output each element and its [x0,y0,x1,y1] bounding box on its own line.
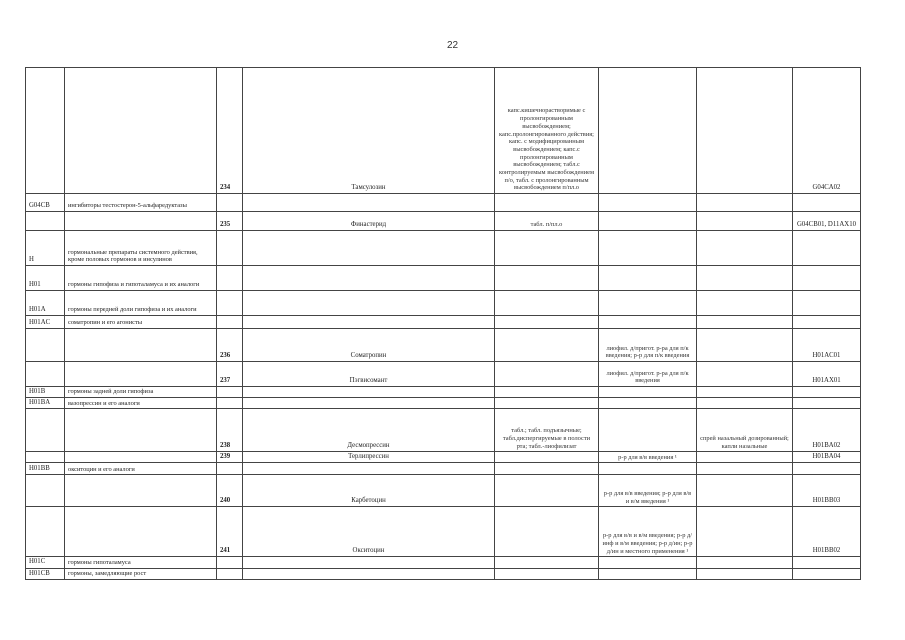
group-name-cell [65,507,217,557]
drug-name-cell [243,266,495,291]
row-number-cell: 240 [217,475,243,507]
dosage-form-oral-cell [495,231,599,266]
atc-group-code-cell: H01B [26,387,65,398]
dosage-form-injection-cell [599,316,697,329]
row-number-cell: 236 [217,329,243,362]
table-row [26,387,861,398]
dosage-form-other-cell [697,194,793,212]
atc-code-cell [793,387,861,398]
drug-table [25,67,861,580]
dosage-form-oral-cell [495,557,599,568]
table-row [26,329,861,362]
table-row [26,362,861,387]
atc-code-cell: H01BA04 [793,452,861,463]
atc-code-cell: H01BA02 [793,409,861,452]
drug-name-cell [243,557,495,568]
table-row [26,507,861,557]
atc-group-code-cell: H01AC [26,316,65,329]
drug-name-cell [243,387,495,398]
row-number-cell [217,291,243,316]
table-row [26,398,861,409]
drug-name-cell: Тамсулозин [243,68,495,194]
group-name-cell: окситоцин и его аналоги [65,463,217,475]
drug-name-cell [243,568,495,579]
atc-group-code-cell: H01C [26,557,65,568]
drug-name-cell: Десмопрессин [243,409,495,452]
atc-code-cell [793,316,861,329]
group-name-cell [65,212,217,231]
atc-code-cell [793,194,861,212]
atc-code-cell [793,557,861,568]
dosage-form-other-cell [697,387,793,398]
atc-code-cell [793,398,861,409]
row-number-cell: 241 [217,507,243,557]
dosage-form-oral-cell [495,362,599,387]
group-name-cell [65,475,217,507]
atc-group-code-cell: H01A [26,291,65,316]
dosage-form-oral-cell [495,475,599,507]
dosage-form-injection-cell: р-р для в/в и в/м введения; р-р д/инф и в/м введения; р-р д/ин; р-р д/ин и местного применения ¹ [599,507,697,557]
atc-group-code-cell [26,452,65,463]
drug-name-cell: Пэгвисомант [243,362,495,387]
dosage-form-oral-cell [495,194,599,212]
dosage-form-oral-cell [495,452,599,463]
dosage-form-other-cell [697,568,793,579]
atc-group-code-cell [26,329,65,362]
drug-name-cell [243,398,495,409]
table-row [26,266,861,291]
dosage-form-oral-cell: табл. п/пл.о [495,212,599,231]
dosage-form-injection-cell [599,557,697,568]
group-name-cell: гормоны задней доли гипофиза [65,387,217,398]
dosage-form-injection-cell [599,68,697,194]
drug-name-cell [243,231,495,266]
group-name-cell: вазопрессин и его аналоги [65,398,217,409]
dosage-form-oral-cell [495,266,599,291]
table-row [26,291,861,316]
group-name-cell: ингибиторы тестостерон-5-альфаредуктазы [65,194,217,212]
row-number-cell [217,266,243,291]
atc-code-cell [793,231,861,266]
atc-code-cell: G04CB01, D11AX10 [793,212,861,231]
dosage-form-other-cell [697,316,793,329]
group-name-cell: гормоны гипоталамуса [65,557,217,568]
atc-code-cell [793,291,861,316]
drug-name-cell: Окситоцин [243,507,495,557]
atc-code-cell: G04CA02 [793,68,861,194]
atc-group-code-cell [26,68,65,194]
drug-name-cell [243,291,495,316]
dosage-form-oral-cell [495,291,599,316]
dosage-form-oral-cell [495,463,599,475]
table-row [26,557,861,568]
row-number-cell: 239 [217,452,243,463]
dosage-form-injection-cell [599,212,697,231]
drug-name-cell: Финастерид [243,212,495,231]
dosage-form-injection-cell [599,291,697,316]
table-row [26,316,861,329]
table-row [26,452,861,463]
atc-group-code-cell [26,475,65,507]
dosage-form-other-cell [697,398,793,409]
dosage-form-oral-cell: табл.; табл. подъязычные; табл.диспергируемые в полости рта; табл.-лиофилизат [495,409,599,452]
drug-name-cell: Соматропин [243,329,495,362]
atc-group-code-cell [26,212,65,231]
dosage-form-other-cell [697,362,793,387]
atc-group-code-cell: H01CB [26,568,65,579]
group-name-cell [65,329,217,362]
atc-code-cell: H01AC01 [793,329,861,362]
dosage-form-other-cell [697,507,793,557]
dosage-form-injection-cell [599,194,697,212]
atc-group-code-cell: H01BA [26,398,65,409]
dosage-form-injection-cell [599,231,697,266]
group-name-cell [65,409,217,452]
row-number-cell [217,568,243,579]
atc-group-code-cell [26,409,65,452]
dosage-form-other-cell [697,266,793,291]
row-number-cell [217,231,243,266]
row-number-cell [217,463,243,475]
table-row [26,68,861,194]
group-name-cell [65,362,217,387]
group-name-cell [65,68,217,194]
atc-code-cell [793,266,861,291]
dosage-form-other-cell [697,212,793,231]
group-name-cell: гормоны передней доли гипофиза и их аналоги [65,291,217,316]
row-number-cell: 237 [217,362,243,387]
dosage-form-oral-cell [495,568,599,579]
table-row [26,212,861,231]
row-number-cell: 235 [217,212,243,231]
group-name-cell: гормоны, замедляющие рост [65,568,217,579]
drug-name-cell [243,194,495,212]
atc-group-code-cell: H01BB [26,463,65,475]
atc-group-code-cell: H01 [26,266,65,291]
dosage-form-injection-cell: р-р для в/в введения ¹ [599,452,697,463]
table-row [26,409,861,452]
row-number-cell [217,194,243,212]
dosage-form-injection-cell [599,398,697,409]
dosage-form-other-cell [697,475,793,507]
drug-name-cell [243,316,495,329]
dosage-form-injection-cell [599,266,697,291]
atc-code-cell: H01BB02 [793,507,861,557]
dosage-form-other-cell [697,463,793,475]
dosage-form-other-cell [697,329,793,362]
table-row [26,475,861,507]
dosage-form-other-cell [697,291,793,316]
drug-name-cell: Терлипрессин [243,452,495,463]
row-number-cell [217,387,243,398]
dosage-form-injection-cell [599,409,697,452]
row-number-cell [217,398,243,409]
atc-group-code-cell: H [26,231,65,266]
dosage-form-injection-cell [599,387,697,398]
table-row [26,194,861,212]
row-number-cell [217,557,243,568]
dosage-form-other-cell [697,452,793,463]
dosage-form-oral-cell [495,329,599,362]
dosage-form-injection-cell [599,463,697,475]
group-name-cell: соматропин и его агонисты [65,316,217,329]
dosage-form-other-cell [697,68,793,194]
dosage-form-injection-cell: лиофил. д/пригот. р-ра для п/к введения [599,362,697,387]
drug-name-cell [243,463,495,475]
dosage-form-injection-cell [599,568,697,579]
dosage-form-injection-cell: р-р для в/в введения; р-р для в/в и в/м введения ¹ [599,475,697,507]
atc-code-cell: H01AX01 [793,362,861,387]
dosage-form-other-cell: спрей назальный дозированный; капли назальные [697,409,793,452]
atc-group-code-cell: G04CB [26,194,65,212]
row-number-cell [217,316,243,329]
dosage-form-oral-cell: капс.кишечнорастворимые с пролонгированным высвобождением; капс.пролонгированного действия; капс. с модифицированным высвобождением; капс.с пролонгированным высвобождением; табл.с контролируемым высвобождением п/о, табл. с пролонгированным высвобождением п/пл.о [495,68,599,194]
dosage-form-other-cell [697,557,793,568]
dosage-form-oral-cell [495,398,599,409]
group-name-cell: гормоны гипофиза и гипоталамуса и их аналоги [65,266,217,291]
table-row [26,231,861,266]
atc-group-code-cell [26,362,65,387]
dosage-form-oral-cell [495,316,599,329]
atc-code-cell [793,568,861,579]
row-number-cell: 238 [217,409,243,452]
group-name-cell [65,452,217,463]
atc-code-cell [793,463,861,475]
page-number: 22 [446,40,459,51]
dosage-form-injection-cell: лиофил. д/пригот. р-ра для п/к введения; р-р для п/к введения [599,329,697,362]
table-row [26,463,861,475]
drug-name-cell: Карбетоцин [243,475,495,507]
group-name-cell: гормональные препараты системного действия, кроме половых гормонов и инсулинов [65,231,217,266]
dosage-form-oral-cell [495,387,599,398]
table-row [26,568,861,579]
atc-group-code-cell [26,507,65,557]
dosage-form-oral-cell [495,507,599,557]
dosage-form-other-cell [697,231,793,266]
row-number-cell: 234 [217,68,243,194]
atc-code-cell: H01BB03 [793,475,861,507]
